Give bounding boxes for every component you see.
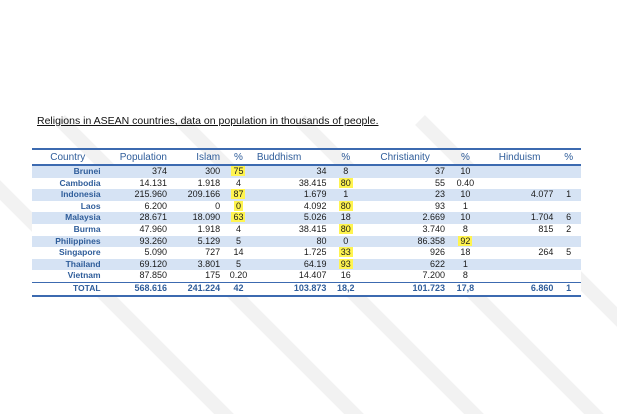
cell-hinduism-pct <box>556 259 581 271</box>
cell-islam-pct <box>223 224 254 236</box>
cell-value: 209.166 <box>187 189 221 200</box>
cell-value: 6 <box>566 212 572 223</box>
cell-islam <box>170 224 223 236</box>
cell-islam-pct <box>223 165 254 178</box>
cell-country <box>32 236 104 248</box>
cell-christianity-pct <box>448 201 483 213</box>
cell-value: 93 <box>435 200 446 211</box>
header-row <box>32 149 581 165</box>
cell-value: 93.260 <box>139 235 167 246</box>
table-row <box>32 189 581 201</box>
cell-value: 568.616 <box>134 282 167 293</box>
cell-islam <box>170 270 223 282</box>
cell-value: 8 <box>462 270 468 281</box>
cell-hinduism-pct <box>556 178 581 190</box>
table-row <box>32 165 581 178</box>
cell-population <box>104 178 170 190</box>
cell-islam-pct <box>223 282 254 295</box>
cell-buddhism <box>254 259 330 271</box>
cell-hinduism <box>483 236 557 248</box>
cell-value: 86.358 <box>417 235 446 246</box>
cell-christianity <box>362 178 448 190</box>
highlighted-value: 92 <box>460 235 471 246</box>
cell-value: 101.723 <box>412 282 446 293</box>
cell-buddhism <box>254 282 330 295</box>
cell-value: 0.20 <box>229 270 248 281</box>
cell-islam-pct <box>223 270 254 282</box>
cell-value: Singapore <box>59 247 101 258</box>
cell-hinduism <box>483 224 557 236</box>
cell-value: 28.671 <box>139 212 167 223</box>
cell-country <box>32 270 104 282</box>
table-row <box>32 270 581 282</box>
cell-value: 1 <box>343 189 349 200</box>
cell-country <box>32 247 104 259</box>
cell-value: 215.960 <box>134 189 167 200</box>
col-header-hinduism-pct: % <box>556 149 581 165</box>
cell-buddhism-pct <box>329 224 362 236</box>
cell-islam <box>170 259 223 271</box>
cell-value: TOTAL <box>73 282 101 293</box>
cell-value: 241.224 <box>187 282 221 293</box>
cell-buddhism-pct <box>329 212 362 224</box>
table-row <box>32 259 581 271</box>
cell-population <box>104 236 170 248</box>
cell-islam-pct <box>223 201 254 213</box>
cell-islam <box>170 165 223 178</box>
cell-value: Brunei <box>73 166 101 176</box>
cell-hinduism <box>483 259 557 271</box>
cell-value: 18 <box>460 247 471 258</box>
cell-value: Indonesia <box>60 189 101 200</box>
highlighted-value: 75 <box>233 166 244 176</box>
cell-value: 4 <box>235 177 241 188</box>
cell-value: Vietnam <box>67 270 101 281</box>
cell-christianity <box>362 282 448 295</box>
cell-population <box>104 165 170 178</box>
cell-christianity <box>362 189 448 201</box>
col-header-buddhism: Buddhism <box>254 149 330 165</box>
table-row <box>32 212 581 224</box>
cell-hinduism <box>483 165 557 178</box>
table-title: Religions in ASEAN countries, data on population in thousands of people. <box>37 115 379 127</box>
cell-christianity <box>362 259 448 271</box>
cell-hinduism-pct <box>556 270 581 282</box>
cell-value: 8 <box>343 166 349 176</box>
cell-value: 926 <box>430 247 446 258</box>
cell-value: 38.415 <box>298 177 327 188</box>
col-header-islam-pct: % <box>223 149 254 165</box>
cell-value: 4 <box>235 223 241 234</box>
highlighted-value: 0 <box>235 200 241 211</box>
highlighted-value: 93 <box>340 258 351 269</box>
cell-value: 47.960 <box>139 223 167 234</box>
cell-christianity-pct <box>448 189 483 201</box>
cell-christianity-pct <box>448 247 483 259</box>
cell-christianity <box>362 165 448 178</box>
cell-value: 23 <box>435 189 446 200</box>
cell-population <box>104 259 170 271</box>
cell-value: 80 <box>316 235 327 246</box>
cell-population <box>104 201 170 213</box>
cell-value: 103.873 <box>293 282 327 293</box>
cell-country <box>32 201 104 213</box>
cell-value: 5.090 <box>144 247 167 258</box>
cell-country <box>32 224 104 236</box>
col-header-christianity: Christianity <box>362 149 448 165</box>
cell-christianity <box>362 270 448 282</box>
cell-value: 1 <box>462 200 468 211</box>
cell-christianity-pct <box>448 178 483 190</box>
cell-buddhism-pct <box>329 247 362 259</box>
cell-islam <box>170 189 223 201</box>
cell-islam-pct <box>223 259 254 271</box>
cell-hinduism <box>483 270 557 282</box>
cell-islam-pct <box>223 212 254 224</box>
cell-value: 87.850 <box>139 270 167 281</box>
cell-buddhism-pct <box>329 270 362 282</box>
highlighted-value: 87 <box>233 189 244 200</box>
cell-value: 5 <box>235 258 241 269</box>
total-row <box>32 282 581 295</box>
cell-christianity-pct <box>448 259 483 271</box>
col-header-buddhism-pct: % <box>329 149 362 165</box>
cell-value: 10 <box>460 166 471 176</box>
cell-value: 69.120 <box>139 258 167 269</box>
col-header-population: Population <box>104 149 170 165</box>
cell-value: 0 <box>343 235 349 246</box>
cell-value: 1.704 <box>530 212 554 223</box>
cell-value: 300 <box>205 166 221 176</box>
cell-value: 622 <box>430 258 446 269</box>
cell-value: 14 <box>233 247 244 258</box>
cell-value: 5 <box>235 235 241 246</box>
cell-value: 5.026 <box>303 212 327 223</box>
cell-buddhism-pct <box>329 282 362 295</box>
cell-value: 16 <box>340 270 351 281</box>
cell-value: 18 <box>340 212 351 223</box>
table-body <box>32 165 581 296</box>
cell-value: 3.740 <box>422 223 446 234</box>
cell-hinduism-pct <box>556 236 581 248</box>
cell-value: 37 <box>435 166 446 176</box>
cell-buddhism <box>254 189 330 201</box>
cell-value: 64.19 <box>303 258 327 269</box>
cell-population <box>104 212 170 224</box>
cell-islam-pct <box>223 189 254 201</box>
table-row <box>32 178 581 190</box>
cell-buddhism <box>254 236 330 248</box>
cell-value: 14.131 <box>139 177 167 188</box>
cell-value: Malaysia <box>65 212 101 223</box>
cell-country <box>32 212 104 224</box>
cell-islam <box>170 178 223 190</box>
cell-christianity <box>362 201 448 213</box>
col-header-islam: Islam <box>170 149 223 165</box>
cell-value: 6.200 <box>144 200 167 211</box>
cell-hinduism-pct <box>556 282 581 295</box>
cell-value: 4.092 <box>303 200 327 211</box>
cell-value: 2 <box>566 223 572 234</box>
cell-population <box>104 270 170 282</box>
cell-buddhism-pct <box>329 259 362 271</box>
cell-value: 8 <box>462 223 468 234</box>
cell-christianity-pct <box>448 165 483 178</box>
cell-value: 175 <box>205 270 221 281</box>
cell-christianity <box>362 247 448 259</box>
cell-value: 374 <box>151 166 167 176</box>
cell-value: 1.725 <box>303 247 327 258</box>
cell-hinduism-pct <box>556 247 581 259</box>
cell-value: 5 <box>566 247 572 258</box>
cell-christianity-pct <box>448 270 483 282</box>
cell-islam <box>170 201 223 213</box>
cell-christianity-pct <box>448 224 483 236</box>
cell-christianity-pct <box>448 236 483 248</box>
cell-islam-pct <box>223 178 254 190</box>
cell-value: 1 <box>566 282 572 293</box>
cell-value: 10 <box>460 189 471 200</box>
cell-hinduism <box>483 189 557 201</box>
cell-buddhism <box>254 178 330 190</box>
cell-value: 6.860 <box>530 282 554 293</box>
highlighted-value: 80 <box>340 223 351 234</box>
cell-buddhism <box>254 247 330 259</box>
cell-value: 17,8 <box>456 282 475 293</box>
table-row <box>32 247 581 259</box>
cell-value: 2.669 <box>422 212 446 223</box>
cell-christianity <box>362 224 448 236</box>
cell-value: Philippines <box>55 235 101 246</box>
table-row <box>32 224 581 236</box>
cell-hinduism-pct <box>556 165 581 178</box>
cell-value: 0.40 <box>456 177 475 188</box>
cell-buddhism <box>254 212 330 224</box>
cell-hinduism-pct <box>556 201 581 213</box>
cell-buddhism-pct <box>329 189 362 201</box>
cell-value: 0 <box>215 200 221 211</box>
cell-value: 4.077 <box>530 189 554 200</box>
cell-value: 7.200 <box>422 270 446 281</box>
cell-value: 18.090 <box>192 212 221 223</box>
religion-data-table <box>32 148 581 297</box>
cell-hinduism <box>483 178 557 190</box>
cell-islam <box>170 247 223 259</box>
cell-islam-pct <box>223 236 254 248</box>
cell-population <box>104 282 170 295</box>
cell-value: 1.918 <box>197 177 221 188</box>
highlighted-value: 80 <box>340 177 351 188</box>
cell-value: 1.918 <box>197 223 221 234</box>
cell-country <box>32 259 104 271</box>
cell-value: 55 <box>435 177 446 188</box>
cell-hinduism-pct <box>556 189 581 201</box>
col-header-christianity-pct: % <box>448 149 483 165</box>
col-header-country: Country <box>32 149 104 165</box>
cell-value: Cambodia <box>59 177 101 188</box>
cell-value: Laos <box>80 200 101 211</box>
cell-islam <box>170 236 223 248</box>
cell-population <box>104 189 170 201</box>
cell-christianity <box>362 236 448 248</box>
cell-buddhism <box>254 270 330 282</box>
cell-islam-pct <box>223 247 254 259</box>
cell-buddhism <box>254 224 330 236</box>
cell-value: 10 <box>460 212 471 223</box>
table-row <box>32 236 581 248</box>
cell-value: 1 <box>566 189 572 200</box>
cell-value: Thailand <box>65 258 101 269</box>
cell-country <box>32 189 104 201</box>
cell-buddhism-pct <box>329 165 362 178</box>
cell-population <box>104 224 170 236</box>
cell-buddhism <box>254 165 330 178</box>
cell-hinduism <box>483 282 557 295</box>
cell-value: 815 <box>538 223 554 234</box>
cell-islam <box>170 212 223 224</box>
cell-value: 42 <box>233 282 244 293</box>
highlighted-value: 63 <box>233 212 244 223</box>
cell-value: 18,2 <box>337 282 355 293</box>
cell-hinduism <box>483 247 557 259</box>
cell-value: 727 <box>205 247 221 258</box>
cell-value: 34 <box>316 166 327 176</box>
cell-hinduism <box>483 201 557 213</box>
cell-population <box>104 247 170 259</box>
cell-value: 14.407 <box>298 270 327 281</box>
cell-buddhism <box>254 201 330 213</box>
cell-country <box>32 178 104 190</box>
cell-buddhism-pct <box>329 178 362 190</box>
cell-hinduism <box>483 212 557 224</box>
cell-country <box>32 165 104 178</box>
cell-christianity-pct <box>448 212 483 224</box>
cell-value: 38.415 <box>298 223 327 234</box>
cell-value: 1 <box>462 258 468 269</box>
highlighted-value: 33 <box>340 247 351 258</box>
cell-value: 5.129 <box>197 235 221 246</box>
cell-value: 264 <box>538 247 554 258</box>
highlighted-value: 80 <box>340 200 351 211</box>
cell-christianity-pct <box>448 282 483 295</box>
cell-buddhism-pct <box>329 201 362 213</box>
cell-hinduism-pct <box>556 224 581 236</box>
cell-country <box>32 282 104 295</box>
table-row <box>32 201 581 213</box>
cell-value: 3.801 <box>197 258 221 269</box>
col-header-hinduism: Hinduism <box>483 149 557 165</box>
cell-hinduism-pct <box>556 212 581 224</box>
cell-buddhism-pct <box>329 236 362 248</box>
cell-value: 1.679 <box>303 189 327 200</box>
cell-islam <box>170 282 223 295</box>
cell-christianity <box>362 212 448 224</box>
cell-value: Burma <box>73 223 101 234</box>
